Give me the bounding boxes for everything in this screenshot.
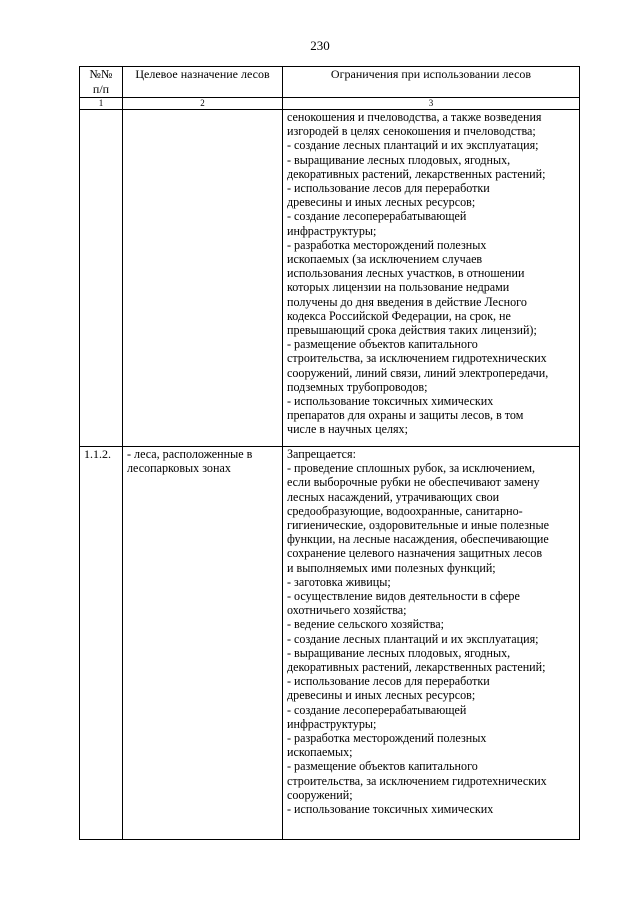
restriction-text-line: - использование токсичных химических <box>287 394 494 409</box>
restriction-text-line: древесины и иных лесных ресурсов; <box>287 195 476 210</box>
restriction-text-line: инфраструктуры; <box>287 223 377 238</box>
restriction-text-line: - использование токсичных химических <box>287 802 494 817</box>
restriction-text-line: которых лицензии на пользование недрами <box>287 280 510 295</box>
row-restrictions <box>283 110 580 447</box>
restriction-text-line: - использование лесов для переработки <box>287 181 490 196</box>
restriction-text-line: древесины и иных лесных ресурсов; <box>287 688 476 703</box>
restriction-text-line: если выборочные рубки не обеспечивают замену <box>287 475 540 490</box>
restriction-text-line: ископаемых (за исключением случаев <box>287 252 483 267</box>
restriction-text-line: сооружений; <box>287 787 353 802</box>
restriction-text-line: строительства, за исключением гидротехнических <box>287 351 547 366</box>
restrictions-table <box>79 66 580 840</box>
restriction-text-line: и выполняемых ими полезных функций; <box>287 560 496 575</box>
restriction-text-line: - размещение объектов капитального <box>287 337 478 352</box>
table-row <box>80 110 580 447</box>
restriction-text-line: подземных трубопроводов; <box>287 379 428 394</box>
restriction-text-line: - разработка месторождений полезных <box>287 731 487 746</box>
restriction-text-line: средообразующие, водоохранные, санитарно- <box>287 503 523 518</box>
header-number <box>80 67 123 98</box>
restriction-text-line: изгородей в целях сенокошения и пчеловодства; <box>287 124 536 139</box>
purpose-text-line: лесопарковых зонах <box>127 461 231 476</box>
restriction-text-line: - создание лесоперерабатывающей <box>287 702 467 717</box>
restriction-text-line: числе в научных целях; <box>287 422 408 437</box>
restriction-text-line: функции, на лесные насаждения, обеспечивающие <box>287 532 549 547</box>
restriction-text-line: охотничьего хозяйства; <box>287 603 407 618</box>
restriction-text-line: - осуществление видов деятельности в сфере <box>287 589 520 604</box>
column-number-1: 1 <box>80 98 123 110</box>
restriction-text-line: - размещение объектов капитального <box>287 759 478 774</box>
column-number-row <box>80 98 580 110</box>
restriction-text-line: строительства, за исключением гидротехнических <box>287 773 547 788</box>
restriction-text-line: Запрещается: <box>287 447 356 461</box>
restriction-text-line: - использование лесов для переработки <box>287 674 490 689</box>
header-purpose: Целевое назначение лесов <box>123 67 283 98</box>
row-number <box>80 110 123 447</box>
restriction-text-line: сенокошения и пчеловодства, а также возведения <box>287 110 542 124</box>
restriction-text-line: - разработка месторождений полезных <box>287 237 487 252</box>
restriction-text-line: кодекса Российской Федерации, на срок, не <box>287 308 511 323</box>
row-number: 1.1.2. <box>80 447 123 840</box>
restriction-text-line: инфраструктуры; <box>287 716 377 731</box>
restriction-text-line: - создание лесных плантаций и их эксплуатация; <box>287 138 539 153</box>
restriction-text-line: ископаемых; <box>287 745 353 760</box>
restriction-text-line: - выращивание лесных плодовых, ягодных, <box>287 152 511 167</box>
header-number-text: №№ п/п <box>89 67 113 96</box>
restriction-text-line: - проведение сплошных рубок, за исключением, <box>287 461 536 476</box>
row-purpose <box>123 110 283 447</box>
header-restrictions: Ограничения при использовании лесов <box>283 67 580 98</box>
restriction-text-line: - создание лесных плантаций и их эксплуатация; <box>287 631 539 646</box>
restriction-text-line: превышающий срока действия таких лицензий); <box>287 323 537 338</box>
restriction-text-line: препаратов для охраны и защиты лесов, в том <box>287 408 524 423</box>
row-restrictions <box>283 447 580 840</box>
row-purpose <box>123 447 283 840</box>
restriction-text-line: - выращивание лесных плодовых, ягодных, <box>287 645 511 660</box>
restriction-text-line: - ведение сельского хозяйства; <box>287 617 444 632</box>
table-row <box>80 447 580 840</box>
table-header-row <box>80 67 580 98</box>
restriction-text-line: гигиенические, оздоровительные и иные полезные <box>287 518 549 533</box>
restriction-text-line: - создание лесоперерабатывающей <box>287 209 467 224</box>
column-number-2: 2 <box>123 98 283 110</box>
restriction-text-line: декоративных растений, лекарственных растений; <box>287 166 546 181</box>
restriction-text-line: - заготовка живицы; <box>287 574 391 589</box>
restriction-text-line: лесных насаждений, утрачивающих свои <box>287 489 500 504</box>
restriction-text-line: декоративных растений, лекарственных растений; <box>287 660 546 675</box>
restriction-text-line: сохранение целевого назначения защитных лесов <box>287 546 543 561</box>
purpose-text-line: - леса, расположенные в <box>127 447 253 461</box>
column-number-3: 3 <box>283 98 580 110</box>
restriction-text-line: сооружений, линий связи, линий электропередачи, <box>287 365 549 380</box>
restriction-text-line: использования лесных участков, в отношении <box>287 266 525 281</box>
page-number: 230 <box>310 38 330 53</box>
restriction-text-line: получены до дня введения в действие Лесного <box>287 294 527 309</box>
